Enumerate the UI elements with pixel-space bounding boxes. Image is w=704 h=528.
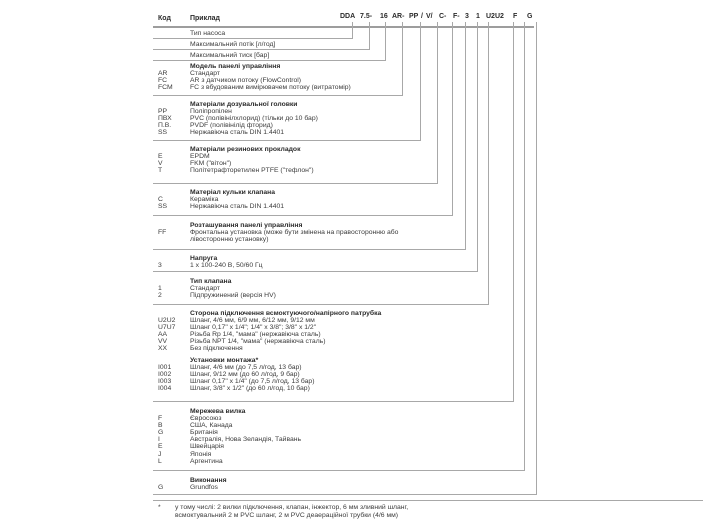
desc-cell: Тип насоса xyxy=(190,30,226,37)
connector-hline xyxy=(153,95,403,96)
type-code-segment: 7.5- xyxy=(360,13,373,20)
footnote-marker: * xyxy=(158,504,161,511)
code-cell: П.В. xyxy=(158,122,172,130)
connector-hline xyxy=(153,470,525,471)
code-row xyxy=(153,167,553,174)
section xyxy=(153,146,553,174)
code-row xyxy=(153,345,553,352)
code-cell: XX xyxy=(158,345,168,353)
code-cell: FF xyxy=(158,229,167,237)
code-row xyxy=(153,451,553,458)
section xyxy=(153,278,553,299)
code-cell: AR xyxy=(158,70,168,78)
connector-vline xyxy=(420,22,421,140)
code-cell: B xyxy=(158,422,163,430)
code-cell: J xyxy=(158,450,162,458)
desc-cell: Аргентина xyxy=(190,457,223,465)
column-header-code: Код xyxy=(158,15,171,22)
code-cell: SS xyxy=(158,203,168,211)
type-code-segment: U2U2 xyxy=(486,13,504,20)
desc-cell: Нержавіюча сталь DIN 1.4401 xyxy=(190,129,285,137)
section xyxy=(153,63,553,91)
connector-vline xyxy=(385,22,386,60)
type-code-segment: DDA xyxy=(340,13,356,20)
desc-cell: Швейцарія xyxy=(190,443,224,451)
type-code-segment: / xyxy=(421,13,423,20)
section-title: Виконання xyxy=(190,477,227,484)
type-code-segment: PP xyxy=(409,13,419,20)
connector-vline xyxy=(465,22,466,249)
connector-hline xyxy=(153,401,514,402)
desc-cell: Grundfos xyxy=(190,484,218,492)
desc-cell: Різьба Rp 1/4, "мама" (нержавіюча сталь) xyxy=(190,331,321,339)
column-header-example: Приклад xyxy=(190,15,220,22)
desc-cell: 1 x 100-240 В, 50/60 Гц xyxy=(190,262,263,270)
code-row xyxy=(153,30,553,37)
code-cell: T xyxy=(158,167,163,175)
section-title: Сторона підключення всмоктуючого/напірного патрубка xyxy=(190,310,382,317)
connector-hline xyxy=(153,49,370,50)
code-cell: E xyxy=(158,153,163,161)
desc-cell: Стандарт xyxy=(190,285,220,293)
section xyxy=(153,52,553,59)
desc-cell: Підпружинений (версія HV) xyxy=(190,292,276,300)
section xyxy=(153,222,553,243)
desc-cell: Шланг 0,17" x 1/4" (до 7,5 л/год, 13 бар) xyxy=(190,378,315,386)
desc-cell: Політетрафторетилен PTFE ("тефлон") xyxy=(190,167,314,175)
code-row xyxy=(153,84,553,91)
section-title: Тип клапана xyxy=(190,278,232,285)
code-row xyxy=(153,458,553,465)
code-row xyxy=(153,317,553,324)
code-row xyxy=(153,415,553,422)
desc-cell: Різьба NPT 1/4, "мама" (нержавіюча сталь) xyxy=(190,338,326,346)
desc-cell: Японія xyxy=(190,450,212,458)
code-cell: F xyxy=(158,415,163,423)
code-cell: 1 xyxy=(158,285,162,293)
code-cell: U7U7 xyxy=(158,324,176,332)
code-row xyxy=(153,292,553,299)
type-code-segment: 1 xyxy=(476,13,480,20)
code-cell: L xyxy=(158,457,162,465)
connector-hline xyxy=(153,60,386,61)
connector-vline xyxy=(352,22,353,38)
section xyxy=(153,477,553,491)
code-row xyxy=(153,385,553,392)
code-cell: ПВХ xyxy=(158,115,172,123)
code-cell: 3 xyxy=(158,262,162,270)
section xyxy=(153,189,553,210)
code-cell: AA xyxy=(158,331,168,339)
footnote xyxy=(153,504,583,519)
section-title: Матеріали дозувальної головки xyxy=(190,101,298,108)
desc-cell: Шланг, 4/6 мм (до 7,5 л/год, 13 бар) xyxy=(190,364,302,372)
type-code-segment: 16 xyxy=(380,13,388,20)
code-row xyxy=(153,70,553,77)
desc-cell: Австралія, Нова Зеландія, Тайвань xyxy=(190,436,302,444)
desc-cell: Стандарт xyxy=(190,70,220,78)
code-cell: I004 xyxy=(158,385,172,393)
code-cell: FC xyxy=(158,77,168,85)
desc-cell: Без підключення xyxy=(190,345,243,353)
section-title: Розташування панелі управління xyxy=(190,222,303,229)
connector-hline xyxy=(153,183,438,184)
desc-cell: Шланг, 3/8" x 1/2" (до 60 л/год, 10 бар) xyxy=(190,385,310,393)
desc-cell: Шланг, 4/6 мм, 6/9 мм, 6/12 мм, 9/12 мм xyxy=(190,317,315,325)
type-code-segment: AR- xyxy=(392,13,405,20)
type-code-segment: G xyxy=(527,13,533,20)
code-cell: G xyxy=(158,484,164,492)
type-code-segment: C- xyxy=(439,13,447,20)
desc-cell: Кераміка xyxy=(190,196,219,204)
code-cell: 2 xyxy=(158,292,162,300)
footnote-line: у тому числі: 2 вилки підключення, клапан, інжектор, 6 мм зливний шланг, xyxy=(175,504,409,511)
connector-hline xyxy=(153,215,453,216)
desc-cell: Нержавіюча сталь DIN 1.4401 xyxy=(190,203,285,211)
code-cell: U2U2 xyxy=(158,317,176,325)
code-cell: VV xyxy=(158,338,168,346)
section-title: Матеріали резинових прокладок xyxy=(190,146,301,153)
code-cell: E xyxy=(158,443,163,451)
connector-vline xyxy=(513,22,514,401)
desc-cell: Поліпропілен xyxy=(190,108,232,116)
desc-cell: Фронтальна установка (може бути змінена на правосторонню або лівосторонню установку) xyxy=(190,229,399,244)
code-row xyxy=(153,203,553,210)
code-cell: I001 xyxy=(158,364,172,372)
desc-cell: Максимальний потік [л/год] xyxy=(190,41,276,48)
connector-vline xyxy=(369,22,370,49)
section-title: Мережева вилка xyxy=(190,408,246,415)
code-cell: I003 xyxy=(158,378,172,386)
section xyxy=(153,408,553,465)
type-code-segment: 3 xyxy=(465,13,469,20)
connector-vline xyxy=(477,22,478,271)
code-row xyxy=(153,262,553,269)
code-cell: I002 xyxy=(158,371,172,379)
type-code-segment: V/ xyxy=(426,13,433,20)
section xyxy=(153,101,553,136)
connector-vline xyxy=(437,22,438,183)
connector-hline xyxy=(153,38,353,39)
code-row xyxy=(153,229,553,243)
connector-vline xyxy=(452,22,453,215)
code-row xyxy=(153,52,553,59)
section xyxy=(153,41,553,48)
desc-cell: Максимальний тиск [бар] xyxy=(190,52,270,59)
connector-vline xyxy=(402,22,403,95)
code-row xyxy=(153,484,553,491)
connector-hline xyxy=(153,304,489,305)
desc-cell: Шланг, 9/12 мм (до 60 л/год, 9 бар) xyxy=(190,371,300,379)
desc-cell: EPDM xyxy=(190,153,210,161)
code-row xyxy=(153,41,553,48)
desc-cell: США, Канада xyxy=(190,422,233,430)
footnote-line: всмоктувальний 2 м PVC шланг, 2 м PVC деаераційної трубки (4/6 мм) xyxy=(175,511,399,519)
desc-cell: Британія xyxy=(190,429,218,437)
connector-hline xyxy=(153,494,537,495)
desc-cell: FC з вбудованим вимірювачем потоку (витратомір) xyxy=(190,84,351,92)
code-cell: V xyxy=(158,160,163,168)
section-title: Напруга xyxy=(190,255,218,262)
connector-hline xyxy=(153,140,421,141)
code-cell: FCM xyxy=(158,84,173,92)
connector-hline xyxy=(153,249,466,250)
desc-cell: Євросоюз xyxy=(190,415,222,423)
section xyxy=(153,30,553,37)
connector-vline xyxy=(536,22,537,494)
section-title: Установки монтажа* xyxy=(190,357,259,364)
code-cell: SS xyxy=(158,129,168,137)
section-title: Матеріал кульки клапана xyxy=(190,189,276,196)
desc-cell: PVC (полівінілхлорид) (тільки до 10 бар) xyxy=(190,115,318,123)
code-row xyxy=(153,443,553,450)
connector-vline xyxy=(488,22,489,304)
code-cell: I xyxy=(158,436,160,444)
desc-cell: FKM ("вітон") xyxy=(190,160,232,168)
type-code-segment: F- xyxy=(453,13,460,20)
section xyxy=(153,357,553,392)
code-cell: G xyxy=(158,429,164,437)
connector-vline xyxy=(524,22,525,470)
desc-cell: AR з датчиком потоку (FlowControl) xyxy=(190,77,302,85)
section-title: Модель панелі управління xyxy=(190,63,281,70)
code-row xyxy=(153,129,553,136)
section xyxy=(153,310,553,353)
connector-hline xyxy=(153,271,478,272)
code-cell: PP xyxy=(158,108,168,116)
section xyxy=(153,255,553,269)
code-cell: C xyxy=(158,196,163,204)
footnote-rule xyxy=(153,500,703,501)
desc-cell: Шланг 0,17" x 1/4"; 1/4" x 3/8"; 3/8" x 1/2" xyxy=(190,324,317,332)
desc-cell: PVDF (полівінілід фторид) xyxy=(190,122,273,130)
type-code-segment: F xyxy=(513,13,518,20)
